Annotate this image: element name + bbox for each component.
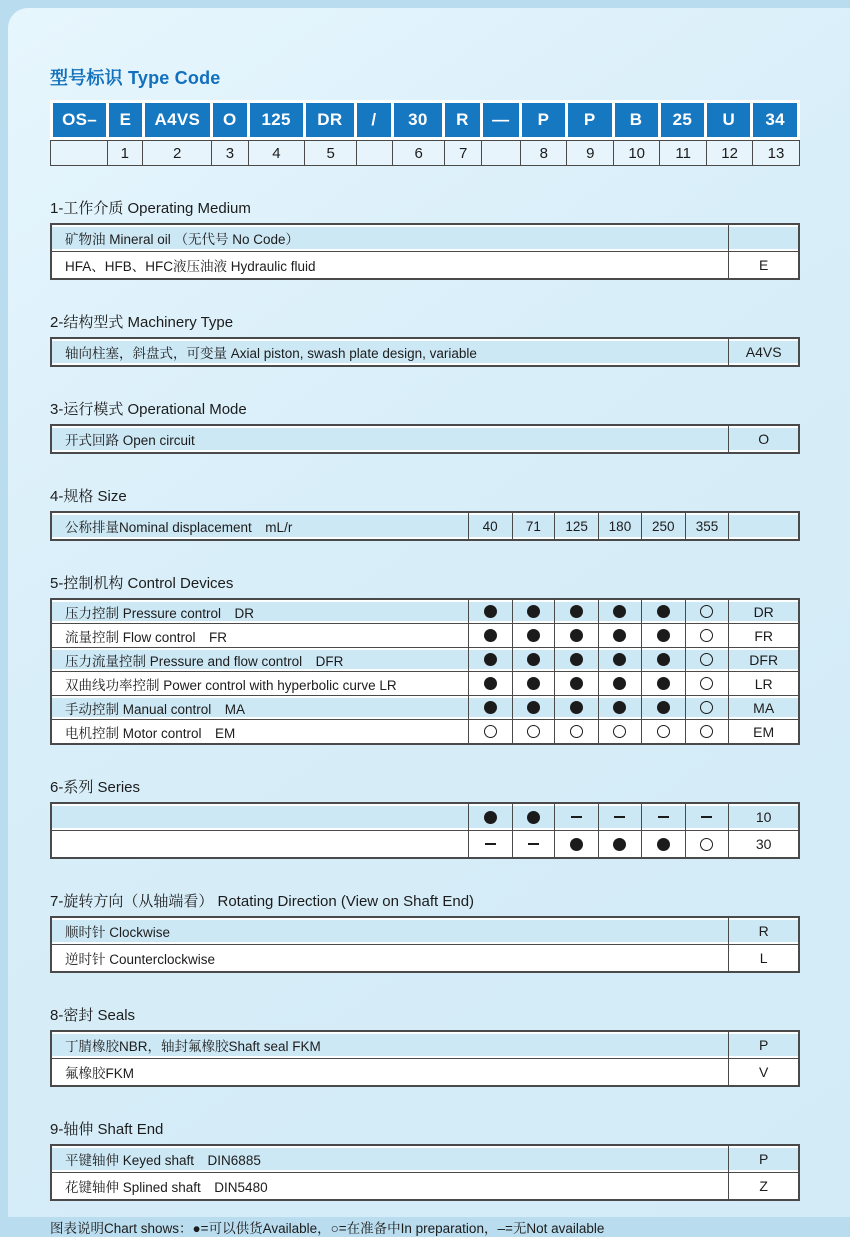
code-cell: L (728, 945, 798, 971)
availability-cell (468, 672, 512, 695)
page-content (8, 8, 850, 1237)
section-heading: 8-密封 Seals (50, 1007, 136, 1024)
availability-cell (598, 696, 641, 719)
availability-cell (685, 513, 729, 539)
availability-cell (512, 672, 555, 695)
code-cell: Z (728, 1173, 798, 1199)
code-cell: O (728, 426, 798, 452)
filled-dot-icon (570, 701, 583, 714)
availability-cell (641, 720, 685, 743)
open-circle-icon (657, 725, 670, 738)
row-label: 逆时针 Counterclockwise (52, 945, 728, 971)
dash-icon (528, 843, 539, 845)
table-row (52, 623, 798, 647)
table-row (52, 695, 798, 719)
code-cell: EM (728, 720, 798, 743)
dash-icon (701, 816, 712, 818)
availability-cell (685, 624, 729, 647)
filled-dot-icon (484, 605, 497, 618)
table-row (52, 1058, 798, 1085)
row-label: 公称排量Nominal displacement mL/r (52, 513, 468, 539)
open-circle-icon (700, 838, 713, 851)
section-heading: 3-运行模式 Operational Mode (50, 401, 247, 418)
filled-dot-icon (657, 605, 670, 618)
availability-cell (554, 804, 598, 830)
availability-cell (685, 672, 729, 695)
code-segment-cell: 125 (250, 103, 303, 137)
position-number-cell: 3 (212, 141, 247, 165)
code-segment-cell: P (522, 103, 565, 137)
code-cell: DR (728, 600, 798, 623)
position-number-cell: 10 (614, 141, 659, 165)
availability-cell (641, 831, 685, 857)
availability-cell (598, 648, 641, 671)
availability-cell (512, 720, 555, 743)
code-cell: A4VS (728, 339, 798, 365)
availability-cell (512, 696, 555, 719)
code-cell (728, 225, 798, 251)
availability-cell (512, 804, 555, 830)
code-cell: P (728, 1146, 798, 1172)
availability-cell (554, 648, 598, 671)
filled-dot-icon (484, 701, 497, 714)
code-segment-cell: B (615, 103, 658, 137)
type-code-table (50, 100, 800, 166)
table-row (52, 225, 798, 251)
section-heading: 7-旋转方向（从轴端看） Rotating Direction (View on Shaft End) (50, 893, 475, 910)
row-label: 流量控制 Flow control FR (52, 624, 468, 647)
open-circle-icon (700, 653, 713, 666)
filled-dot-icon (613, 838, 626, 851)
filled-dot-icon (570, 605, 583, 618)
code-cell: R (728, 918, 798, 944)
open-circle-icon (613, 725, 626, 738)
position-number-cell (357, 141, 392, 165)
position-number-cell (51, 141, 107, 165)
table-row (52, 1146, 798, 1172)
filled-dot-icon (657, 701, 670, 714)
availability-cell (641, 624, 685, 647)
filled-dot-icon (613, 629, 626, 642)
availability-cell (468, 513, 512, 539)
filled-dot-icon (484, 629, 497, 642)
row-label: 双曲线功率控制 Power control with hyperbolic curve LR (52, 672, 468, 695)
table-row (52, 719, 798, 743)
availability-cell (598, 624, 641, 647)
filled-dot-icon (570, 838, 583, 851)
table-row (52, 918, 798, 944)
availability-cell (512, 600, 555, 623)
position-number-cell: 11 (660, 141, 706, 165)
open-circle-icon (700, 677, 713, 690)
filled-dot-icon (570, 629, 583, 642)
position-number-cell: 8 (521, 141, 566, 165)
availability-cell (512, 831, 555, 857)
row-label (52, 831, 468, 857)
filled-dot-icon (657, 838, 670, 851)
section-heading: 4-规格 Size (50, 488, 127, 505)
open-circle-icon (700, 701, 713, 714)
position-number-cell: 7 (445, 141, 481, 165)
availability-cell (554, 696, 598, 719)
filled-dot-icon (527, 605, 540, 618)
legend-note: 图表说明Chart shows：●=可以供货Available，○=在准备中In preparation，–=无Not available (50, 1221, 605, 1236)
page-title: 型号标识 Type Code (50, 68, 221, 88)
availability-cell (685, 648, 729, 671)
code-segment-cell: / (357, 103, 391, 137)
section-table (50, 511, 800, 541)
row-label: 压力控制 Pressure control DR (52, 600, 468, 623)
value-text: 355 (695, 518, 719, 534)
filled-dot-icon (527, 629, 540, 642)
section-table (50, 802, 800, 859)
code-segment-cell: — (483, 103, 519, 137)
row-label: 花键轴伸 Splined shaft DIN5480 (52, 1173, 728, 1199)
code-segment-cell: E (109, 103, 142, 137)
code-cell: 30 (728, 831, 798, 857)
section-table (50, 223, 800, 280)
filled-dot-icon (613, 701, 626, 714)
filled-dot-icon (484, 811, 497, 824)
code-segment-cell: OS– (53, 103, 106, 137)
filled-dot-icon (527, 701, 540, 714)
table-row (52, 647, 798, 671)
section-heading: 1-工作介质 Operating Medium (50, 200, 251, 217)
row-label: 顺时针 Clockwise (52, 918, 728, 944)
availability-cell (468, 804, 512, 830)
dash-icon (614, 816, 625, 818)
availability-cell (598, 831, 641, 857)
section-table (50, 1144, 800, 1201)
availability-cell (598, 600, 641, 623)
filled-dot-icon (570, 677, 583, 690)
dash-icon (658, 816, 669, 818)
filled-dot-icon (657, 629, 670, 642)
row-label: 手动控制 Manual control MA (52, 696, 468, 719)
code-cell: DFR (728, 648, 798, 671)
table-row (52, 804, 798, 830)
type-code-row (50, 100, 800, 140)
row-label: 平键轴伸 Keyed shaft DIN6885 (52, 1146, 728, 1172)
table-row (52, 944, 798, 971)
row-label: 氟橡胶FKM (52, 1059, 728, 1085)
position-number-cell: 5 (305, 141, 356, 165)
availability-cell (468, 831, 512, 857)
position-number-cell: 9 (567, 141, 613, 165)
availability-cell (685, 720, 729, 743)
value-text: 71 (525, 518, 541, 534)
availability-cell (641, 648, 685, 671)
availability-cell (512, 648, 555, 671)
row-label (52, 804, 468, 830)
table-row (52, 339, 798, 365)
open-circle-icon (700, 725, 713, 738)
code-segment-cell: A4VS (145, 103, 210, 137)
row-label: 矿物油 Mineral oil （无代号 No Code） (52, 225, 728, 251)
availability-cell (512, 513, 555, 539)
filled-dot-icon (613, 677, 626, 690)
row-label: 电机控制 Motor control EM (52, 720, 468, 743)
table-row (52, 1032, 798, 1058)
availability-cell (598, 513, 641, 539)
availability-cell (641, 513, 685, 539)
availability-cell (512, 624, 555, 647)
code-segment-cell: 30 (394, 103, 442, 137)
position-number-cell: 12 (707, 141, 752, 165)
code-cell: P (728, 1032, 798, 1058)
code-cell: FR (728, 624, 798, 647)
table-row (52, 830, 798, 857)
catalog-page (8, 8, 850, 1236)
code-segment-cell: O (213, 103, 247, 137)
code-cell: V (728, 1059, 798, 1085)
filled-dot-icon (613, 653, 626, 666)
code-cell: 10 (728, 804, 798, 830)
dash-icon (571, 816, 582, 818)
position-number-cell: 2 (143, 141, 211, 165)
table-row (52, 513, 798, 539)
filled-dot-icon (570, 653, 583, 666)
row-label: 开式回路 Open circuit (52, 426, 728, 452)
availability-cell (641, 804, 685, 830)
open-circle-icon (484, 725, 497, 738)
filled-dot-icon (484, 677, 497, 690)
value-text: 40 (482, 518, 498, 534)
section-heading: 2-结构型式 Machinery Type (50, 314, 234, 331)
availability-cell (598, 720, 641, 743)
filled-dot-icon (527, 811, 540, 824)
table-row (52, 251, 798, 278)
row-label: 压力流量控制 Pressure and flow control DFR (52, 648, 468, 671)
position-number-row (50, 140, 800, 166)
value-text: 125 (565, 518, 588, 534)
code-cell: E (728, 252, 798, 278)
sections-container (50, 197, 850, 1201)
section-heading: 6-系列 Series (50, 779, 141, 796)
table-row (52, 426, 798, 452)
code-cell (728, 513, 798, 539)
availability-cell (685, 831, 729, 857)
open-circle-icon (700, 605, 713, 618)
filled-dot-icon (613, 605, 626, 618)
availability-cell (554, 600, 598, 623)
open-circle-icon (700, 629, 713, 642)
dash-icon (485, 843, 496, 845)
availability-cell (685, 804, 729, 830)
availability-cell (554, 672, 598, 695)
code-segment-cell: 25 (661, 103, 705, 137)
position-number-cell (482, 141, 520, 165)
availability-cell (468, 624, 512, 647)
filled-dot-icon (657, 653, 670, 666)
table-row (52, 600, 798, 623)
availability-cell (685, 600, 729, 623)
code-segment-cell: DR (306, 103, 354, 137)
row-label: HFA、HFB、HFC液压油液 Hydraulic fluid (52, 252, 728, 278)
availability-cell (554, 513, 598, 539)
table-row (52, 671, 798, 695)
availability-cell (598, 804, 641, 830)
section-table (50, 598, 800, 745)
availability-cell (554, 624, 598, 647)
position-number-cell: 1 (108, 141, 142, 165)
availability-cell (641, 600, 685, 623)
availability-cell (554, 831, 598, 857)
code-cell: MA (728, 696, 798, 719)
section-table (50, 424, 800, 454)
availability-cell (468, 648, 512, 671)
availability-cell (641, 672, 685, 695)
availability-cell (598, 672, 641, 695)
row-label: 丁腈橡胶NBR，轴封氟橡胶Shaft seal FKM (52, 1032, 728, 1058)
availability-cell (685, 696, 729, 719)
availability-cell (641, 696, 685, 719)
value-text: 250 (651, 518, 675, 534)
filled-dot-icon (657, 677, 670, 690)
availability-cell (554, 720, 598, 743)
table-row (52, 1172, 798, 1199)
section-table (50, 1030, 800, 1087)
value-text: 180 (608, 518, 632, 534)
position-number-cell: 4 (249, 141, 305, 165)
row-label: 轴向柱塞，斜盘式，可变量 Axial piston, swash plate design, variable (52, 339, 728, 365)
section-heading: 9-轴伸 Shaft End (50, 1121, 164, 1138)
open-circle-icon (570, 725, 583, 738)
code-segment-cell: R (445, 103, 479, 137)
availability-cell (468, 600, 512, 623)
section-table (50, 916, 800, 973)
code-segment-cell: 34 (753, 103, 797, 137)
position-number-cell: 13 (753, 141, 799, 165)
section-heading: 5-控制机构 Control Devices (50, 575, 234, 592)
filled-dot-icon (527, 677, 540, 690)
availability-cell (468, 696, 512, 719)
code-segment-cell: P (568, 103, 612, 137)
availability-cell (468, 720, 512, 743)
code-segment-cell: U (707, 103, 750, 137)
position-number-cell: 6 (393, 141, 444, 165)
filled-dot-icon (527, 653, 540, 666)
code-cell: LR (728, 672, 798, 695)
section-table (50, 337, 800, 367)
open-circle-icon (527, 725, 540, 738)
filled-dot-icon (484, 653, 497, 666)
